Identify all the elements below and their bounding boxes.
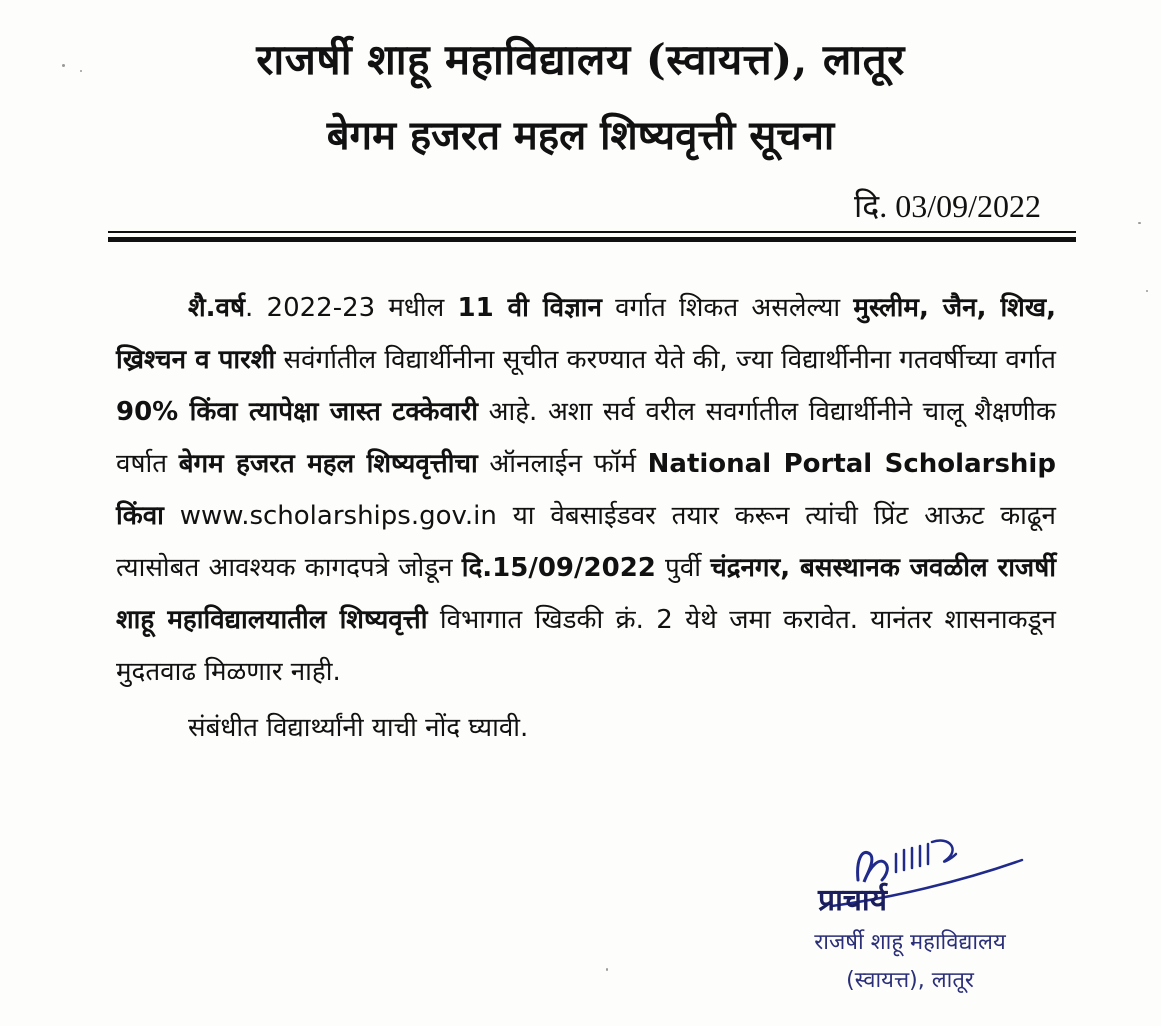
text-run: ऑनलाईन फॉर्म: [477, 449, 648, 479]
college-title: राजर्षी शाहू महाविद्यालय (स्वायत्त), लातूर: [256, 35, 905, 84]
scholarship-name: बेगम हजरत महल शिष्यवृत्तीचा: [178, 449, 478, 479]
header-divider-thick: [108, 237, 1076, 242]
scan-speck: [606, 968, 608, 971]
stamp-college-name: राजर्षी शाहू महाविद्यालय: [814, 930, 1006, 955]
text-run: सवंर्गातील विद्यार्थीनीना सूचीत करण्यात येते की, ज्या विद्यार्थीनीना गतवर्षीच्या वर्गात: [275, 345, 1057, 375]
percentage-criteria: 90% किंवा त्यापेक्षा जास्त टक्केवारी: [116, 397, 479, 427]
signatory-title: प्राचार्य: [818, 883, 888, 918]
scan-speck: [1138, 222, 1141, 224]
closing-line: संबंधीत विद्यार्थ्यांनी याची नोंद घ्यावी.: [188, 713, 529, 743]
text-run: विभागात खिडकी क्रं. 2 येथे जमा करावेत. यानंतर शासनाकडून मुदतवाढ मिळणार नाही.: [116, 605, 1056, 687]
deadline-date: दि.15/09/2022: [461, 553, 656, 583]
text-run: पुर्वी: [655, 553, 711, 583]
portal-name: National Portal Scholarship किंवा: [116, 449, 1056, 531]
signature-block: [780, 820, 1040, 1000]
notice-date: दि. 03/09/2022: [853, 188, 1041, 224]
submission-location: चंद्रनगर, बसस्थानक जवळील राजर्षी शाहू महाविद्यालयातील शिष्यवृत्ती: [116, 553, 1056, 635]
text-run: वर्गात शिकत असलेल्या: [601, 293, 854, 323]
text-run: . 2022-23 मधील: [245, 293, 458, 323]
notice-body: [116, 282, 1056, 754]
header-divider-thin: [108, 231, 1076, 233]
eligible-communities: मुस्लीम, जैन, शिख, ख्रिश्चन व पारशी: [116, 293, 1057, 375]
notice-paragraph: [116, 282, 1056, 698]
stamp-college-place: (स्वायत्त), लातूर: [846, 968, 974, 993]
academic-year-label: शै.वर्ष: [188, 293, 246, 323]
text-run: आहे. अशा सर्व वरील सवर्गातील विद्यार्थीनीने चालू शैक्षणीक वर्षात: [116, 397, 1056, 479]
scan-speck: [1146, 290, 1148, 292]
class-name: 11 वी विज्ञान: [457, 293, 602, 323]
text-run-website: www.scholarships.gov.in या वेबसाईडवर तयार करून त्यांची प्रिंट आऊट काढून त्यासोबत आवश्यक कागदपत्रे जोडून: [116, 501, 1056, 583]
notice-subtitle: बेगम हजरत महल शिष्यवृत्ती सूचना: [326, 112, 835, 159]
